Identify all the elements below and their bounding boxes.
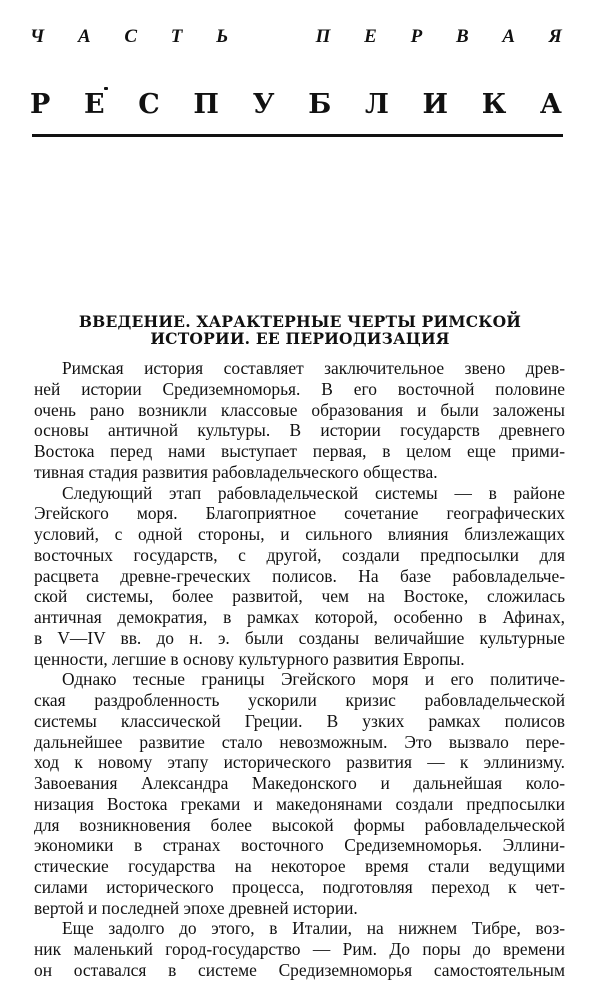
horizontal-rule xyxy=(32,134,563,137)
text-line: античная демократия, в рамках которой, особенно в Афинах, xyxy=(34,607,565,627)
text-line: ней истории Средиземноморья. В его восточной половине xyxy=(34,378,565,399)
text-line: расцвета древне-греческих полисов. На базе рабовладельче- xyxy=(34,565,565,586)
text-line: Востока перед нами выступает первая, в целом еще прими- xyxy=(34,441,565,461)
text-line: Однако тесные границы Эгейского моря и его политиче- xyxy=(62,669,565,690)
part-label-letter: Ч xyxy=(30,26,45,47)
text-line: Римская история составляет заключительное звено древ- xyxy=(62,358,565,378)
part-label-letter: С xyxy=(124,26,138,47)
text-line: ская раздробленность ускорили кризис рабовладельческой xyxy=(34,690,565,710)
text-line: основы античной культуры. В истории государств древнего xyxy=(34,420,565,441)
chapter-title-line: ВВЕДЕНИЕ. ХАРАКТЕРНЫЕ ЧЕРТЫ РИМСКОЙ xyxy=(78,312,522,331)
text-line: экономики в странах восточного Средиземноморья. Эллини- xyxy=(34,835,565,856)
part-label-letter: Ь xyxy=(216,26,229,47)
section-title-letter: П xyxy=(193,89,219,120)
text-line: Еще задолго до этого, в Италии, на нижнем Тибре, воз- xyxy=(62,918,565,939)
part-label xyxy=(30,26,562,48)
part-label-letter: А xyxy=(502,26,516,47)
part-label-letter: Е xyxy=(364,26,377,47)
text-line: Следующий этап рабовладельческой системы — в районе xyxy=(62,482,565,503)
section-title xyxy=(30,90,562,120)
text-line: силами исторического процесса, подготовляя переход к чет- xyxy=(34,876,565,897)
text-line: Завоевания Александра Македонского и дальнейшая коло- xyxy=(34,773,565,793)
text-line: стические государства на некоторое время стали ведущими xyxy=(34,856,565,876)
part-label-letter: А xyxy=(77,26,91,47)
text-line: ник маленький город-государство — Рим. До поры до времени xyxy=(34,939,565,959)
section-title-letter: Е xyxy=(83,89,105,120)
text-line: условий, с одной стороны, и сильного влияния близлежащих xyxy=(34,524,565,544)
text-line: очень рано возникли классовые образования и были заложены xyxy=(34,399,565,420)
part-label-letter: В xyxy=(455,26,469,47)
text-line: низация Востока греками и македонянами создали предпосылки xyxy=(34,793,565,814)
text-line: восточных государств, с другой, создали предпосылки для xyxy=(34,544,565,565)
text-line: тивная стадия развития рабовладельческого общества. xyxy=(34,461,438,482)
part-label-letter: Я xyxy=(548,26,562,47)
text-line: системы классической Греции. В узких рамках полисов xyxy=(34,710,565,731)
text-line: вертой и последней эпохе древней истории. xyxy=(34,897,358,918)
section-title-letter: Р xyxy=(30,89,51,120)
part-label-spacer xyxy=(262,26,282,48)
text-line: ской системы, более развитой, чем на Востоке, сложилась xyxy=(34,586,565,607)
part-label-letter: П xyxy=(315,26,331,47)
part-label-letter: Р xyxy=(410,26,423,47)
text-line: он оставался в системе Средиземноморья самостоятельным xyxy=(34,959,565,980)
text-line: Эгейского моря. Благоприятное сочетание географических xyxy=(34,503,565,524)
section-title-letter: К xyxy=(481,89,507,120)
text-line: ход к новому этапу исторического развития — к эллинизму. xyxy=(34,752,565,773)
section-title-letter: И xyxy=(422,89,449,120)
text-line: для возникновения более высокой формы рабовладельческой xyxy=(34,814,565,835)
section-title-letter: А xyxy=(539,89,562,120)
body-text xyxy=(34,358,565,981)
section-title-letter: Б xyxy=(308,89,332,120)
part-label-letter: Т xyxy=(170,26,183,47)
section-title-letter: С xyxy=(138,89,160,120)
section-title-letter: У xyxy=(252,89,275,120)
chapter-title xyxy=(30,313,570,347)
text-line: в V—IV вв. до н. э. были созданы величайшие культурные xyxy=(34,627,565,648)
text-line: дальнейшее развитие стало невозможным. Это вызвало пере- xyxy=(34,731,565,752)
chapter-title-line: ИСТОРИИ. ЕЕ ПЕРИОДИЗАЦИЯ xyxy=(150,329,450,348)
section-title-letter: Л xyxy=(364,89,389,120)
text-line: ценности, легшие в основу культурного развития Европы. xyxy=(34,648,465,669)
